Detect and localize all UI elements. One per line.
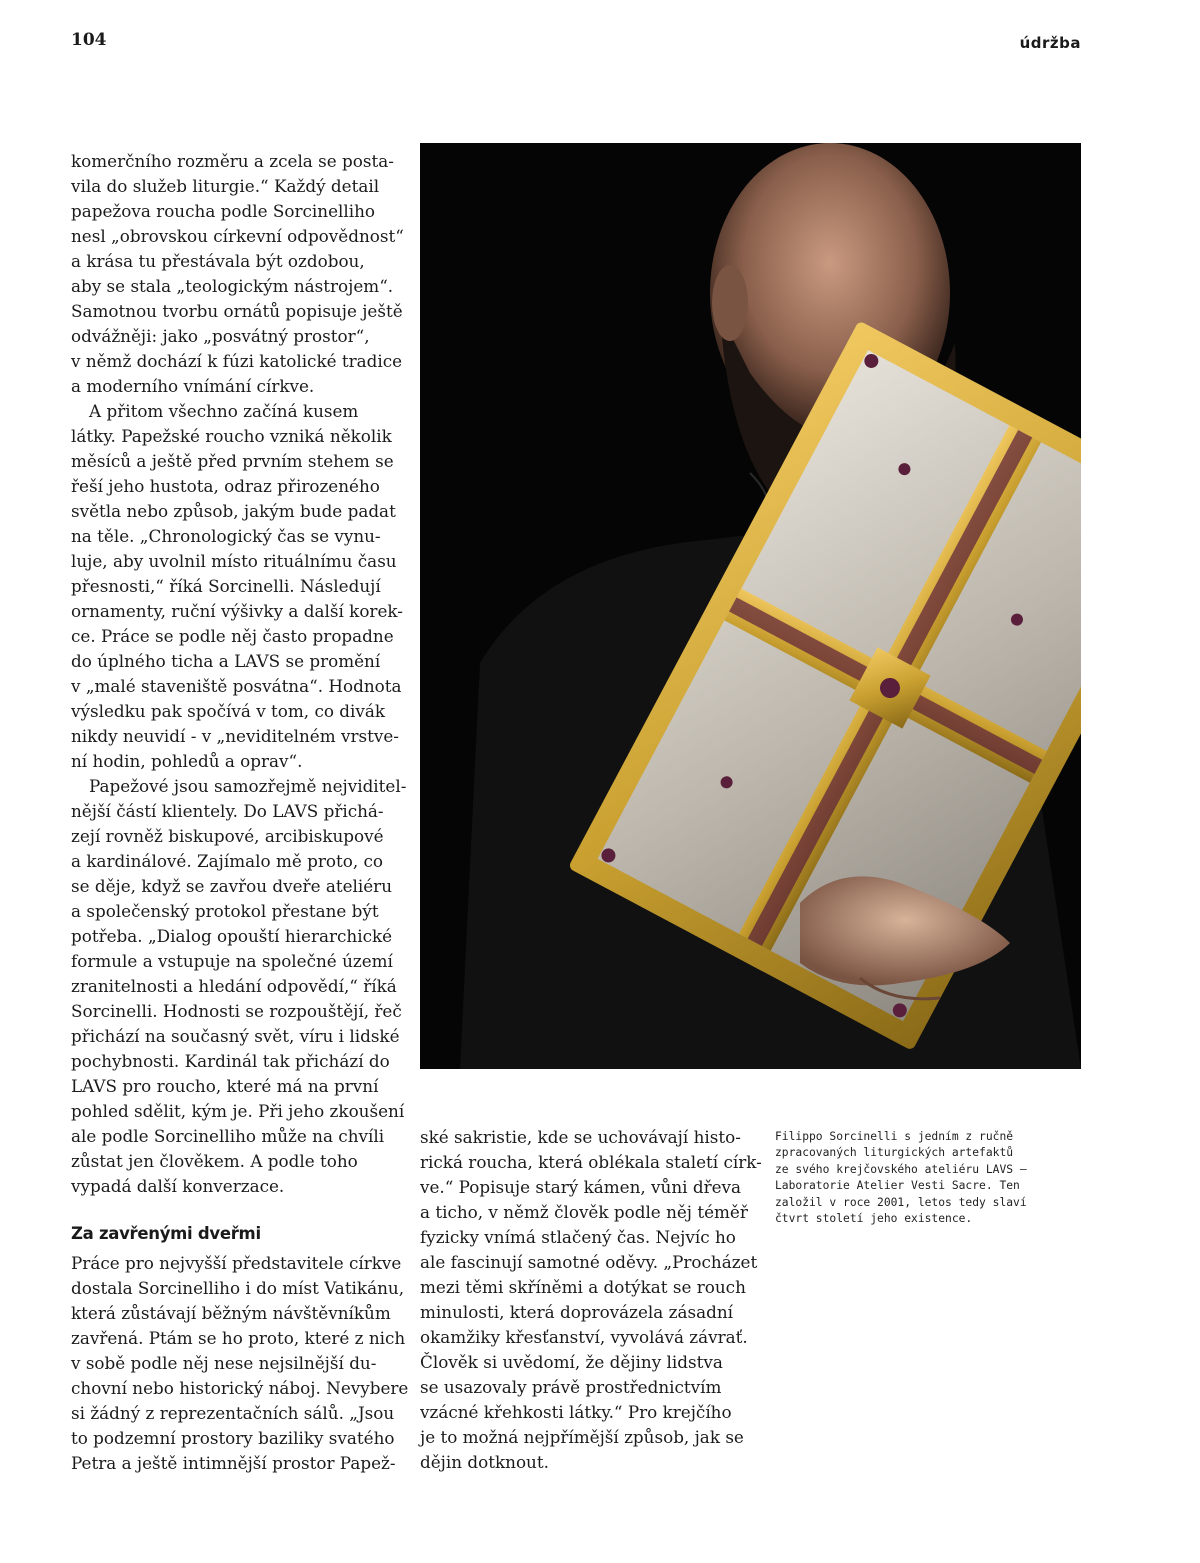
text-line: v němž dochází k fúzi katolické tradice [71,351,403,371]
text-line: přesnosti,“ říká Sorcinelli. Následují [71,576,381,596]
text-line: řeší jeho hustota, odraz přirozeného [71,476,380,496]
text-line: v „malé staveniště posvátna“. Hodnota [71,676,402,696]
text-line: papežova roucha podle Sorcinelliho [71,201,376,221]
caption-line: Laboratorie Atelier Vesti Sacre. Ten [775,1179,1020,1193]
text-line: dostala Sorcinelliho i do míst Vatikánu, [71,1278,405,1298]
text-line: výsledku pak spočívá v tom, co divák [71,701,386,721]
text-line: pochybnosti. Kardinál tak přichází do [71,1051,390,1071]
text-line: A přitom všechno začíná kusem [89,401,359,421]
article-column-1-top [71,149,407,1199]
text-line: nikdy neuvidí - v „neviditelném vrstve- [71,726,399,746]
text-line: Samotnou tvorbu ornátů popisuje ještě [71,301,403,321]
text-line: do úplného ticha a LAVS se promění [71,651,381,671]
text-line: okamžiky křesťanství, vyvolává závrať. [420,1327,748,1347]
text-line: látky. Papežské roucho vzniká několik [71,426,392,446]
caption-line: ze svého krejčovského ateliéru LAVS – [775,1162,1027,1176]
text-line: Petra a ještě intimnější prostor Papež- [71,1453,396,1473]
text-line: dějin dotknout. [420,1452,549,1472]
text-line: a moderního vnímání církve. [71,376,315,396]
text-line: komerčního rozměru a zcela se posta- [71,151,394,171]
text-line: aby se stala „teologickým nástrojem“. [71,276,394,296]
text-line: měsíců a ještě před prvním stehem se [71,451,394,471]
text-line: je to možná nejpřímější způsob, jak se [420,1427,744,1447]
article-column-1-bottom [71,1251,409,1476]
text-line: zůstat jen člověkem. A podle toho [71,1151,358,1171]
text-line: vzácné křehkosti látky.“ Pro krejčího [420,1402,732,1422]
text-line: zavřená. Ptám se ho proto, které z nich [71,1328,406,1348]
text-line: Člověk si uvědomí, že dějiny lidstva [420,1352,723,1372]
portrait-photo [420,143,1081,1069]
text-line: a kardinálové. Zajímalo mě proto, co [71,851,384,871]
text-line: pohled sdělit, kým je. Při jeho zkoušení [71,1101,405,1121]
text-line: minulosti, která doprovázela zásadní [420,1302,734,1322]
text-line: se děje, když se zavřou dveře ateliéru [71,876,393,896]
text-line: LAVS pro roucho, které má na první [71,1076,379,1096]
text-line: a společenský protokol přestane být [71,901,379,921]
text-line: ve.“ Popisuje starý kámen, vůni dřeva [420,1177,742,1197]
text-line: Papežové jsou samozřejmě nejviditel- [89,776,407,796]
text-line: světla nebo způsob, jakým bude padat [71,501,396,521]
text-line: ale podle Sorcinelliho může na chvíli [71,1126,385,1146]
text-line: luje, aby uvolnil místo rituálnímu času [71,551,397,571]
text-line: to podzemní prostory baziliky svatého [71,1428,395,1448]
text-line: Sorcinelli. Hodnosti se rozpouštějí, řeč [71,1001,402,1021]
text-line: chovní nebo historický náboj. Nevybere [71,1378,409,1398]
text-line: ce. Práce se podle něj často propadne [71,626,394,646]
text-line: Práce pro nejvyšší představitele církve [71,1253,402,1273]
text-line: zranitelnosti a hledání odpovědí,“ říká [71,976,397,996]
section-subheading: Za zavřenými dveřmi [71,1224,261,1243]
text-line: a krása tu přestávala být ozdobou, [71,251,365,271]
text-line: fyzicky vnímá stlačený čas. Nejvíc ho [420,1227,736,1247]
text-line: která zůstávají běžným návštěvníkům [71,1303,391,1323]
text-line: potřeba. „Dialog opouští hierarchické [71,926,393,946]
text-line: odvážněji: jako „posvátný prostor“, [71,326,370,346]
text-line: a ticho, v němž člověk podle něj téměř [420,1202,748,1222]
caption-line: založil v roce 2001, letos tedy slaví [775,1195,1027,1209]
section-name: údržba [1019,34,1081,52]
text-line: nesl „obrovskou církevní odpovědnost“ [71,226,404,246]
text-line: se usazovaly právě prostřednictvím [420,1377,722,1397]
article-column-2 [420,1125,762,1475]
caption-line: čtvrt století jeho existence. [775,1212,973,1226]
photo-illustration [420,143,1081,1069]
text-line: ské sakristie, kde se uchovávají histo- [420,1127,741,1147]
text-line: ornamenty, ruční výšivky a další korek- [71,601,403,621]
text-line: si žádný z reprezentačních sálů. „Jsou [71,1403,395,1423]
page-number: 104 [71,30,107,50]
text-line: v sobě podle něj nese nejsilnější du- [71,1353,377,1373]
text-line: rická roucha, která oblékala staletí círk- [420,1152,762,1172]
text-line: vypadá další konverzace. [71,1176,285,1196]
text-line: vila do služeb liturgie.“ Každý detail [71,176,380,196]
text-line: na těle. „Chronologický čas se vynu- [71,526,381,546]
text-line: formule a vstupuje na společné území [71,951,393,971]
text-line: nější částí klientely. Do LAVS přichá- [71,801,384,821]
caption-line: Filippo Sorcinelli s jedním z ručně [775,1130,1014,1143]
text-line: ale fascinují samotné oděvy. „Procházet [420,1252,758,1272]
text-line: přichází na současný svět, víru i lidské [71,1026,400,1046]
photo-caption [775,1129,1085,1227]
text-line: mezi těmi skříněmi a dotýkat se rouch [420,1277,746,1297]
caption-line: zpracovaných liturgických artefaktů [775,1146,1014,1160]
text-line: ní hodin, pohledů a oprav“. [71,751,303,771]
text-line: zejí rovněž biskupové, arcibiskupové [71,826,384,846]
